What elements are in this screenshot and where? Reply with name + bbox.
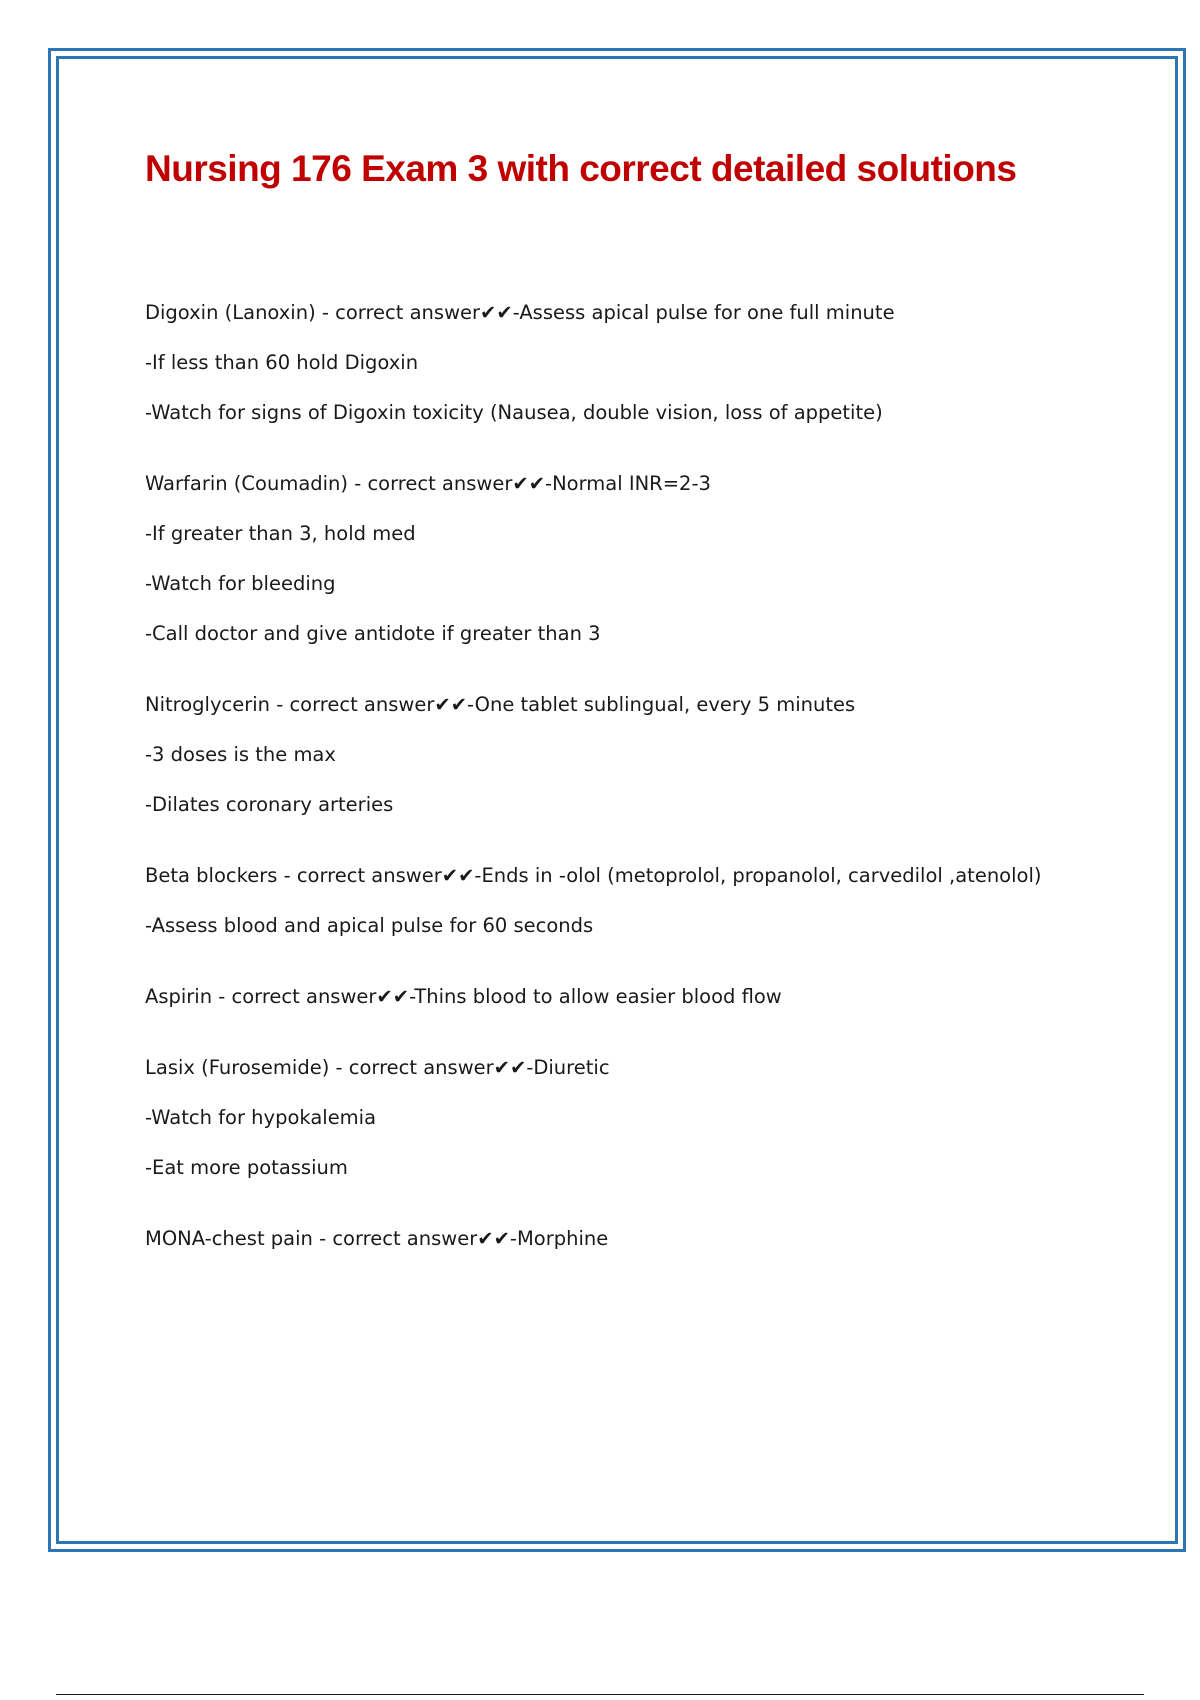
entry-line: -Eat more potassium — [145, 1156, 348, 1179]
entry-line: Aspirin - correct answer✔✔-Thins blood to allow easier blood flow — [145, 985, 782, 1008]
entry-line: -Dilates coronary arteries — [145, 793, 394, 816]
entry-line: Digoxin (Lanoxin) - correct answer✔✔-Assess apical pulse for one full minute — [145, 301, 895, 324]
entry-beta-blockers — [145, 866, 1145, 936]
entry-line: Beta blockers - correct answer✔✔-Ends in -olol (metoprolol, propanolol, carvedilol ,atenolol) — [145, 864, 1042, 887]
entry-line: Nitroglycerin - correct answer✔✔-One tablet sublingual, every 5 minutes — [145, 693, 856, 716]
entry-warfarin — [145, 474, 1145, 644]
document-body — [145, 303, 1145, 1300]
entry-line: -Watch for hypokalemia — [145, 1106, 377, 1129]
entry-digoxin — [145, 303, 1145, 423]
entry-line: -Assess blood and apical pulse for 60 seconds — [145, 914, 594, 937]
entry-line: Warfarin (Coumadin) - correct answer✔✔-Normal INR=2-3 — [145, 472, 711, 495]
entry-line: -3 doses is the max — [145, 743, 336, 766]
entry-mona — [145, 1229, 1145, 1249]
entry-line: MONA-chest pain - correct answer✔✔-Morphine — [145, 1227, 609, 1250]
footer-divider — [56, 1694, 1144, 1695]
entry-line: -If less than 60 hold Digoxin — [145, 351, 419, 374]
entry-line: -Watch for signs of Digoxin toxicity (Nausea, double vision, loss of appetite) — [145, 401, 883, 424]
entry-aspirin — [145, 987, 1145, 1007]
entry-line: Lasix (Furosemide) - correct answer✔✔-Diuretic — [145, 1056, 610, 1079]
entry-line: -If greater than 3, hold med — [145, 522, 416, 545]
entry-lasix — [145, 1058, 1145, 1178]
entry-line: -Call doctor and give antidote if greater than 3 — [145, 622, 601, 645]
entry-nitroglycerin — [145, 695, 1145, 815]
entry-line: -Watch for bleeding — [145, 572, 336, 595]
document-title: Nursing 176 Exam 3 with correct detailed solutions — [145, 148, 1017, 189]
